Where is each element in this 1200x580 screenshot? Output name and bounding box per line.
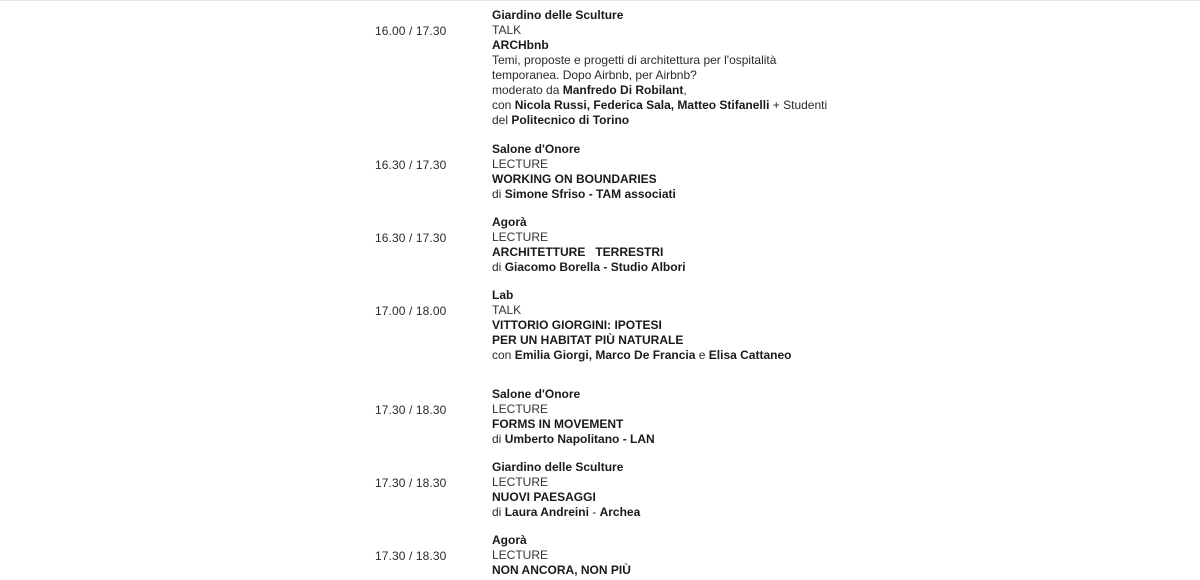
event-speaker-line (492, 505, 912, 520)
event-time: 17.30 / 18.30 (375, 476, 447, 490)
event-title: NON ANCORA, NON PIÙ (492, 563, 631, 577)
event-description-line (492, 68, 912, 83)
event-title: ARCHITETTURE TERRESTRI (492, 245, 664, 259)
event-type: LECTURE (492, 548, 549, 562)
person-name: Simone Sfriso - TAM associati (504, 187, 676, 201)
event-time: 17.00 / 18.00 (375, 304, 447, 318)
person-name: Giacomo Borella - Studio Albori (504, 260, 686, 274)
event-type: LECTURE (492, 402, 549, 416)
person-name: Umberto Napolitano - LAN (504, 432, 655, 446)
text-span: , (683, 83, 687, 97)
text-span: con (492, 98, 515, 112)
event-time: 16.00 / 17.30 (375, 24, 447, 38)
event-type: LECTURE (492, 475, 549, 489)
event-type: TALK (492, 23, 522, 37)
event-moderator-line (492, 83, 912, 98)
event-venue: Giardino delle Sculture (492, 460, 624, 474)
text-span: del (492, 113, 512, 127)
event-venue: Agorà (492, 215, 527, 229)
event-details (492, 8, 912, 128)
event-details (492, 288, 912, 363)
event-venue: Giardino delle Sculture (492, 8, 624, 22)
text-span: con (492, 348, 515, 362)
event-time: 17.30 / 18.30 (375, 549, 447, 563)
event-details (492, 215, 912, 275)
person-name: Elisa Cattaneo (708, 348, 792, 362)
event-title: WORKING ON BOUNDARIES (492, 172, 657, 186)
text-span: Temi, proposte e progetti di architettura per l'ospitalità (492, 53, 777, 67)
event-speakers-line (492, 98, 912, 113)
event-title: ARCHbnb (492, 38, 549, 52)
text-span: + Studenti (769, 98, 828, 112)
event-type: LECTURE (492, 157, 549, 171)
event-venue: Salone d'Onore (492, 387, 581, 401)
text-span: di (492, 505, 505, 519)
event-speaker-line (492, 187, 912, 202)
event-details (492, 533, 912, 578)
event-title: NUOVI PAESAGGI (492, 490, 596, 504)
event-details (492, 142, 912, 202)
event-time: 16.30 / 17.30 (375, 231, 447, 245)
event-venue: Agorà (492, 533, 527, 547)
event-speaker-line (492, 432, 912, 447)
event-speakers-line (492, 348, 912, 363)
event-description-line (492, 53, 912, 68)
event-details (492, 387, 912, 447)
event-speaker-line (492, 260, 912, 275)
text-span: temporanea. Dopo Airbnb, per Airbnb? (492, 68, 697, 82)
text-span: moderato da (492, 83, 563, 97)
person-name: Nicola Russi, Federica Sala, Matteo Stifanelli (514, 98, 770, 112)
text-span: di (492, 187, 505, 201)
event-type: TALK (492, 303, 522, 317)
text-span: - (588, 505, 600, 519)
event-venue: Lab (492, 288, 514, 302)
event-details (492, 460, 912, 520)
text-span: di (492, 432, 505, 446)
person-name: Manfredo Di Robilant (562, 83, 684, 97)
event-venue: Salone d'Onore (492, 142, 581, 156)
event-time: 16.30 / 17.30 (375, 158, 447, 172)
event-type: LECTURE (492, 230, 549, 244)
institution-name: Politecnico di Torino (511, 113, 630, 127)
text-span: e (695, 348, 709, 362)
event-title: PER UN HABITAT PIÙ NATURALE (492, 333, 684, 347)
text-span: di (492, 260, 505, 274)
event-time: 17.30 / 18.30 (375, 403, 447, 417)
person-name: Emilia Giorgi, Marco De Francia (514, 348, 696, 362)
event-speakers-line (492, 113, 912, 128)
event-title: VITTORIO GIORGINI: IPOTESI (492, 318, 662, 332)
institution-name: Archea (599, 505, 641, 519)
event-title: FORMS IN MOVEMENT (492, 417, 624, 431)
person-name: Laura Andreini (504, 505, 589, 519)
